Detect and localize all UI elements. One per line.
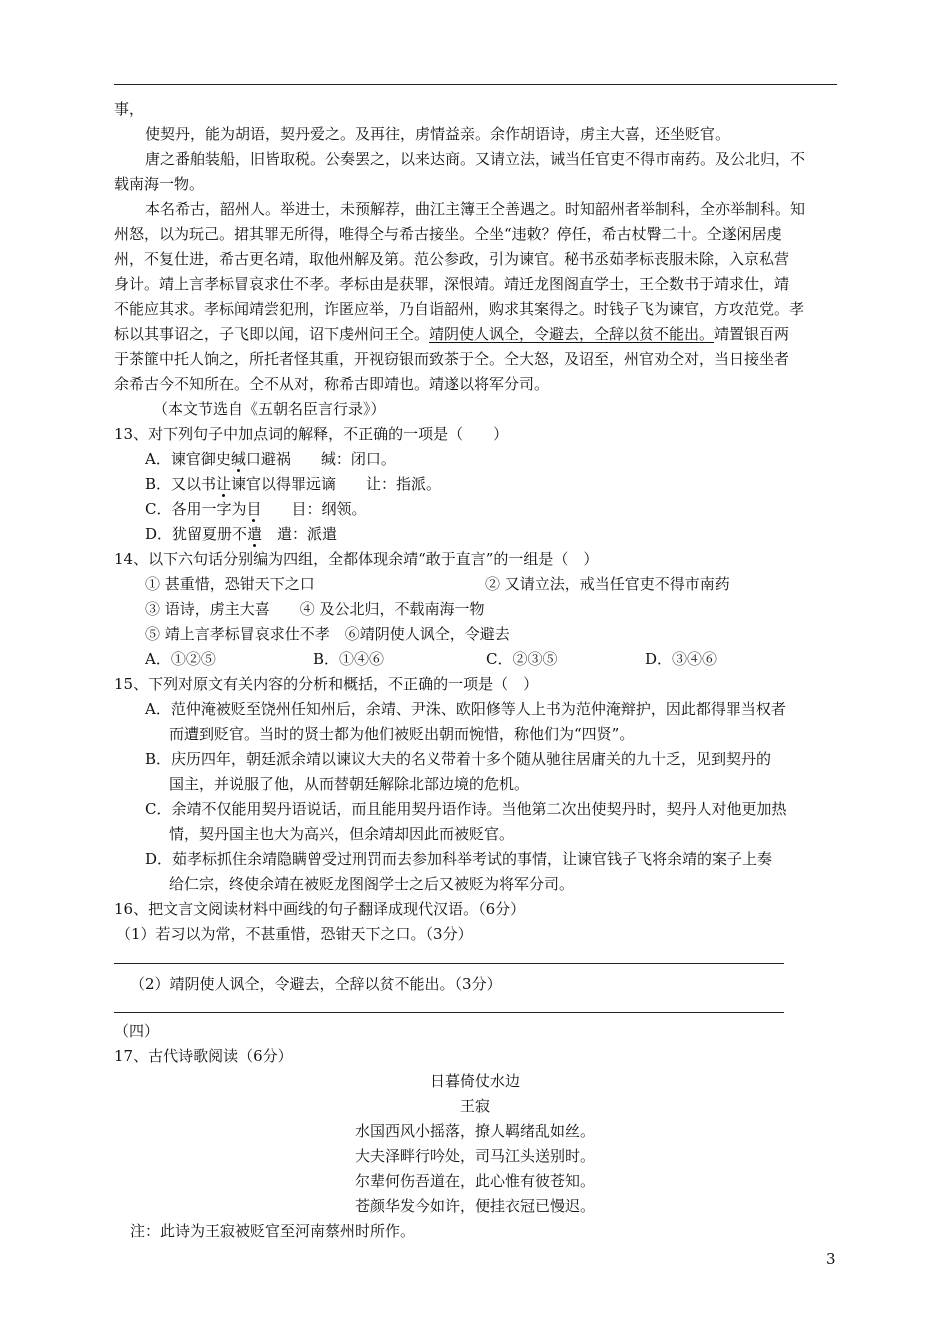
poem-line: 苍颜华发今如许，便挂衣冠已慢迟。 — [354, 1197, 595, 1215]
dotted-char: 遣 — [247, 525, 263, 543]
source-note: （本文节选自《五朝名臣言行录》） — [153, 400, 386, 418]
passage-line: 载南海一物。 — [114, 175, 205, 193]
header-rule — [114, 84, 837, 85]
passage-line: 余希古今不知所在。仝不从对，称希古即靖也。靖遂以将军分司。 — [114, 375, 550, 393]
passage-line: 身计。靖上言孝标冒哀求仕不孝。孝标由是获罪，深恨靖。靖迁龙图阁直学士，王仝数书于靖求仕，靖 — [114, 275, 790, 293]
underlined-sentence: 靖阴使人讽仝，令避去，仝辞以贫不能出。 — [429, 325, 715, 343]
passage-text: 标以其事诏之，子飞即以闻，诏下虔州问王仝。 — [114, 325, 430, 343]
q14-option-d: D．③④⑥ — [645, 650, 718, 668]
passage-line: 事， — [114, 100, 145, 118]
question-14-stem: 14、以下六句话分别编为四组，全都体现余靖“敢于直言”的一组是（ ） — [114, 550, 599, 568]
passage-line: 于茶篚中托人饷之，所托者怪其重，开视窃银而致茶于仝。仝大怒，及诏至，州官劝仝对，当日接坐者 — [114, 350, 790, 368]
q14-item: ⑤ 靖上言孝标冒哀求仕不孝 ⑥靖阴使人讽仝，令避去 — [145, 625, 510, 643]
q16-sentence-1: （1）若习以为常，不甚重惜，恐钳天下之口。（3分） — [116, 925, 473, 943]
q14-option-b: B．①④⑥ — [313, 650, 385, 668]
dotted-char: 缄 — [230, 450, 246, 468]
passage-line: 不能应其求。孝标闻靖尝犯刑，诈匿应举，乃自诣韶州，购求其案得之。时钱子飞为谏官，方攻范党。孝 — [114, 300, 805, 318]
q13-option-b: B．又以书让谏官以得罪远谪 让：指派。 — [145, 475, 442, 493]
dotted-char: 目 — [246, 500, 262, 518]
page-number: 3 — [826, 1250, 836, 1268]
passage-line: 州怒，以为玩己。捃其罪无所得，唯得仝与希古接坐。仝坐“违敕？停任，希古杖臀二十。仝遂闲居虔 — [114, 225, 782, 243]
q13-option-a: A．谏官御史缄口避祸 缄：闭口。 — [145, 450, 396, 468]
q15-option-d: D．茹孝标抓住余靖隐瞒曾受过刑罚而去参加科举考试的事情，让谏官钱子飞将余靖的案子上奏 — [145, 850, 773, 868]
poem-line: 大夫泽畔行吟处，司马江头送别时。 — [354, 1147, 595, 1165]
question-13-stem: 13、对下列句子中加点词的解释，不正确的一项是（ ） — [114, 425, 509, 443]
q14-item: ③ 语诗，虏主大喜 ④ 及公北归，不载南海一物 — [145, 600, 485, 618]
q15-option-b-cont: 国主，并说服了他，从而替朝廷解除北部边境的危机。 — [169, 775, 530, 793]
question-15-stem: 15、下列对原文有关内容的分析和概括，不正确的一项是（ ） — [114, 675, 539, 693]
dotted-char: 让 — [216, 475, 232, 493]
q14-item: ② 又请立法，戒当任官吏不得市南药 — [485, 575, 730, 593]
q13-option-d: D．犹留夏册不遣 遣：派遣 — [145, 525, 338, 543]
passage-line: 本名希古，韶州人。举进士，未预解荐，曲江主簿王仝善遇之。时知韶州者举制科，全亦举制科。知 — [145, 200, 806, 218]
passage-line — [114, 324, 789, 344]
poem-author: 王寂 — [459, 1097, 490, 1115]
passage-line: 使契丹，能为胡语，契丹爱之。及再往，虏情益亲。余作胡语诗，虏主大喜，还坐贬官。 — [145, 125, 731, 143]
q15-option-a: A．范仲淹被贬至饶州任知州后，余靖、尹洙、欧阳修等人上书为范仲淹辩护，因此都得罪当权者 — [145, 700, 786, 718]
q15-option-b: B．庆历四年，朝廷派余靖以谏议大夫的名义带着十多个随从驰往居庸关的九十乏，见到契丹的 — [145, 750, 772, 768]
q13-option-c: C．各用一字为目 目：纲领。 — [145, 500, 367, 518]
q14-item: ① 甚重惜，恐钳天下之口 — [145, 575, 315, 593]
poem-title: 日暮倚仗水边 — [429, 1072, 520, 1090]
q15-option-c-cont: 情，契丹国主也大为高兴，但余靖却因此而被贬官。 — [169, 825, 515, 843]
poem-line: 尔辈何伤吾道在，此心惟有彼苍知。 — [354, 1172, 595, 1190]
answer-line — [114, 1012, 784, 1013]
q15-option-c: C．余靖不仅能用契丹语说话，而且能用契丹语作诗。当他第二次出使契丹时，契丹人对他更加热 — [145, 800, 787, 818]
q15-option-d-cont: 给仁宗，终使余靖在被贬龙图阁学士之后又被贬为将军分司。 — [169, 875, 575, 893]
section-heading: （四） — [114, 1022, 160, 1040]
answer-line — [114, 963, 784, 964]
passage-line: 州，不复仕进，希古更名靖，取他州解及第。范公参政，引为谏官。秘书丞茹孝标丧服未除，入京私营 — [114, 250, 790, 268]
q15-option-a-cont: 而遭到贬官。当时的贤士都为他们被贬出朝而惋惜，称他们为“四贤”。 — [169, 725, 635, 743]
passage-text: 靖置银百两 — [714, 325, 790, 343]
passage-line: 唐之番舶装船，旧皆取税。公奏罢之，以来达商。又请立法，诫当任官吏不得市南药。及公北归，不 — [145, 150, 806, 168]
q16-sentence-2: （2）靖阴使人讽仝，令避去，仝辞以贫不能出。（3分） — [130, 975, 502, 993]
q14-option-a: A．①②⑤ — [145, 650, 216, 668]
question-17-stem: 17、古代诗歌阅读（6分） — [114, 1047, 293, 1065]
q14-option-c: C．②③⑤ — [486, 650, 558, 668]
question-16-stem: 16、把文言文阅读材料中画线的句子翻译成现代汉语。（6分） — [114, 900, 526, 918]
poem-line: 水国西风小摇落，撩人羁绪乱如丝。 — [354, 1122, 595, 1140]
poem-note: 注：此诗为王寂被贬官至河南蔡州时所作。 — [130, 1222, 416, 1240]
